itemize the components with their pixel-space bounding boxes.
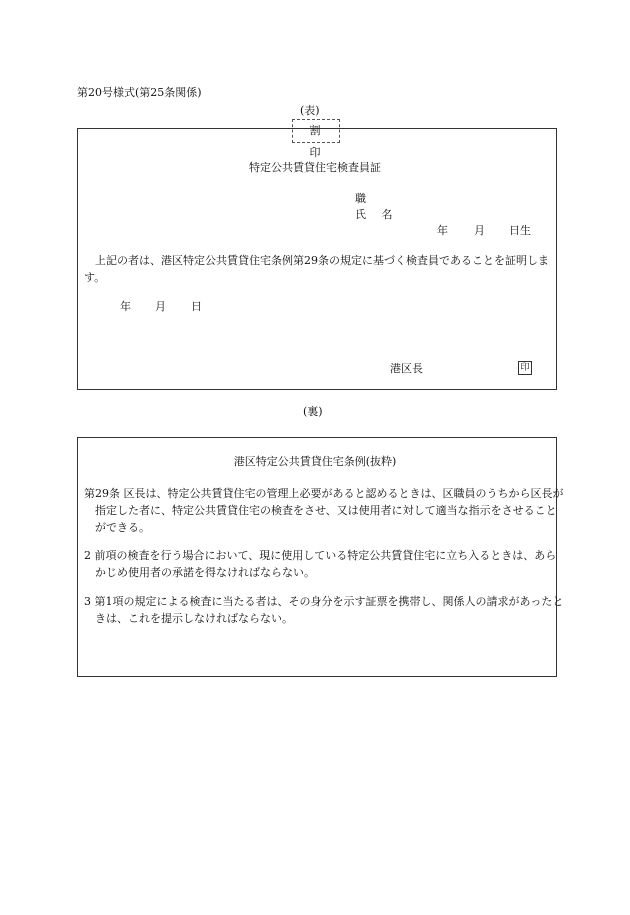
issue-month-label: 月	[155, 300, 166, 313]
official-stamp-label: 印	[520, 363, 530, 373]
front-card-title: 特定公共賃貸住宅検査員証	[249, 161, 381, 174]
birth-day-label: 日生	[509, 224, 531, 237]
issuer-label: 港区長	[390, 362, 423, 375]
clause-2-text: 2 前項の検査を行う場合において、現に使用している特定公共賃貸住宅に立ち入るときは、あらかじめ使用者の承諾を得なければならない。	[84, 549, 557, 579]
certification-text: 上記の者は、港区特定公共賃貸住宅条例第29条の規定に基づく検査員であることを証明します。	[84, 254, 549, 284]
back-card-title: 港区特定公共賃貸住宅条例(抜粋)	[233, 455, 397, 468]
name-label: 氏 名	[355, 208, 399, 221]
issue-year-label: 年	[120, 300, 131, 313]
official-stamp-box	[518, 361, 532, 375]
back-side-label: (裏)	[303, 405, 323, 418]
front-side-label: (表)	[300, 104, 320, 117]
article-29-text: 第29条 区長は、特定公共賃貸住宅の管理上必要があると認めるときは、区職員のうちから区長が指定した者に、特定公共賃貸住宅の検査をさせ、又は使用者に対して適当な指示をさせることができる。	[84, 487, 564, 534]
form-number-label: 第20号様式(第25条関係)	[77, 86, 202, 99]
position-label: 職	[355, 192, 366, 205]
birth-year-label: 年	[437, 224, 448, 237]
tally-seal-box	[292, 119, 340, 159]
clause-3-text: 3 第1項の規定による検査に当たる者は、その身分を示す証票を携帯し、関係人の請求があったときは、これを提示しなければならない。	[84, 595, 564, 625]
birth-month-label: 月	[474, 224, 485, 237]
tally-seal-label: 割 印	[309, 124, 331, 159]
issue-day-label: 日	[191, 300, 202, 313]
